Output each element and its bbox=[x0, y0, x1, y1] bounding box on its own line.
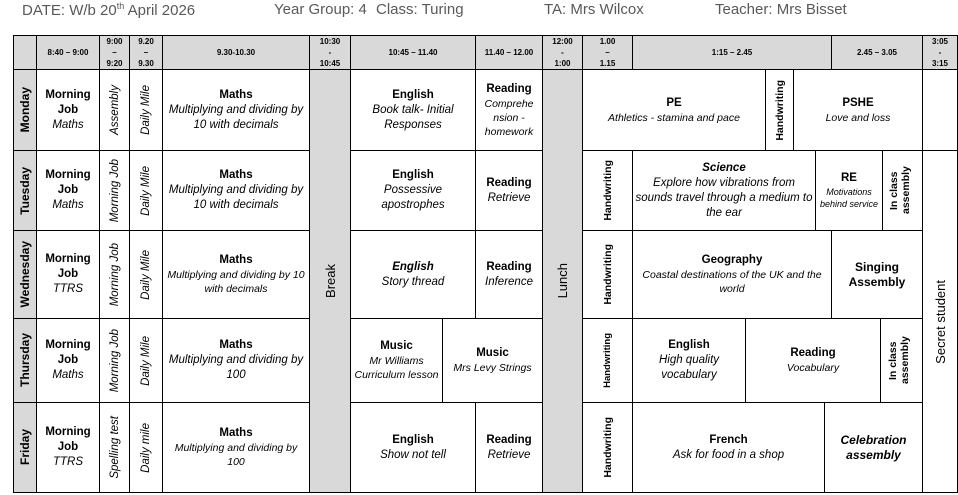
time-header-5: 10:30 - 10:45 bbox=[309, 35, 351, 70]
thursday-english-title: English bbox=[668, 339, 710, 351]
tuesday-english-title: English bbox=[392, 169, 434, 181]
friday-morning-job-sub: TTRS bbox=[52, 456, 84, 468]
tuesday-handwriting-label: Handwriting bbox=[601, 160, 614, 221]
tuesday-reading-sub: Retrieve bbox=[487, 191, 531, 204]
wednesday-singing-assembly bbox=[831, 230, 923, 319]
wednesday-maths bbox=[162, 230, 310, 319]
monday-assembly-label: Assembly bbox=[108, 85, 121, 135]
friday-celebration-assembly-label: Celebration assembly bbox=[840, 432, 907, 462]
time-header-8: 12:00 - 1:00 bbox=[542, 35, 583, 70]
day-thursday: Thursday bbox=[18, 333, 32, 388]
monday-daily-mile bbox=[129, 69, 163, 151]
year-group: Year Group: 4 bbox=[274, 1, 367, 18]
monday-english-sub: Book talk- Initial Responses bbox=[372, 103, 454, 131]
thursday-maths-sub: Multiplying and dividing by 100 bbox=[168, 354, 304, 381]
thursday-music-1-sub: Mr Williams Curriculum lesson bbox=[354, 355, 439, 381]
tuesday-morning-job-vertical bbox=[99, 150, 130, 231]
friday-reading bbox=[475, 402, 543, 493]
time-header-11: 2.45 – 3.05 bbox=[831, 35, 923, 70]
lunch-label: Lunch bbox=[555, 263, 570, 299]
wednesday-singing-assembly-label: Singing Assembly bbox=[848, 259, 906, 289]
tuesday-reading-title: Reading bbox=[486, 176, 532, 189]
time-header-6: 10:45 – 11.40 bbox=[350, 35, 476, 70]
thursday-music-2 bbox=[442, 318, 543, 403]
monday-pe-title: PE bbox=[666, 96, 682, 109]
thursday-handwriting bbox=[582, 318, 633, 403]
friday-spelling-test bbox=[99, 402, 130, 493]
monday-pshe bbox=[793, 69, 923, 151]
wednesday-reading-sub: Inference bbox=[485, 275, 533, 288]
thursday-music-1 bbox=[350, 318, 443, 403]
tuesday-morning-job bbox=[36, 150, 100, 231]
tuesday-maths bbox=[162, 150, 310, 231]
thursday-handwriting-label: Handwriting bbox=[602, 333, 613, 388]
break-cell bbox=[309, 69, 351, 493]
time-header-3: 9.20 – 9.30 bbox=[129, 35, 163, 70]
thursday-in-class-assembly bbox=[880, 318, 923, 403]
thursday-reading bbox=[745, 318, 881, 403]
wednesday-handwriting bbox=[582, 230, 633, 319]
wednesday-english-sub: Story thread bbox=[381, 275, 445, 288]
friday-english-title: English bbox=[392, 433, 434, 446]
friday-reading-title: Reading bbox=[486, 433, 532, 446]
tuesday-maths-sub: Multiplying and dividing by 10 with decimals bbox=[168, 184, 304, 211]
friday-celebration-assembly bbox=[824, 402, 923, 493]
monday-english bbox=[350, 69, 476, 151]
day-label-wednesday bbox=[13, 230, 37, 319]
monday-pe bbox=[582, 69, 766, 151]
wednesday-maths-sub: Multiplying and dividing by 10 with decimals bbox=[167, 269, 305, 295]
monday-morning-job-title: Morning Job bbox=[45, 88, 91, 116]
tuesday-re bbox=[815, 150, 883, 231]
thursday-maths-title: Maths bbox=[219, 339, 253, 351]
thursday-morning-job-title: Morning Job bbox=[45, 339, 91, 366]
friday-handwriting bbox=[582, 402, 633, 493]
time-header-2: 9:00 – 9:20 bbox=[99, 35, 130, 70]
class-name: Class: Turing bbox=[376, 1, 464, 18]
thursday-morning-job bbox=[36, 318, 100, 403]
wednesday-english-title: English bbox=[392, 260, 434, 273]
wednesday-morning-job-vertical bbox=[99, 230, 130, 319]
date-suffix: th bbox=[116, 1, 125, 11]
tuesday-morning-job-vertical-label: Morning Job bbox=[108, 158, 121, 223]
time-header-7: 11.40 – 12.00 bbox=[475, 35, 543, 70]
wednesday-morning-job-title: Morning Job bbox=[45, 253, 91, 280]
tuesday-in-class-assembly-label: In class assembly bbox=[887, 166, 912, 215]
monday-morning-job bbox=[36, 69, 100, 151]
wednesday-morning-job bbox=[36, 230, 100, 319]
tuesday-morning-job-sub: Maths bbox=[52, 199, 84, 211]
day-monday: Monday bbox=[18, 87, 32, 133]
monday-reading-title: Reading bbox=[486, 82, 532, 95]
wednesday-morning-job-vertical-label: Morning Job bbox=[108, 242, 121, 307]
wednesday-daily-mile bbox=[129, 230, 163, 319]
ta-name: TA: Mrs Wilcox bbox=[544, 1, 644, 18]
thursday-english-sub: High quality vocabulary bbox=[658, 354, 720, 381]
thursday-morning-job-sub: Maths bbox=[52, 369, 84, 381]
wednesday-maths-title: Maths bbox=[219, 254, 253, 266]
tuesday-english bbox=[350, 150, 476, 231]
friday-daily-mile-label: Daily mile bbox=[140, 422, 152, 473]
wednesday-handwriting-label: Handwriting bbox=[601, 244, 614, 305]
wednesday-morning-job-sub: TTRS bbox=[52, 283, 84, 295]
wednesday-daily-mile-label: Daily Mile bbox=[140, 249, 152, 300]
time-header-4: 9.30-10.30 bbox=[162, 35, 310, 70]
secret-student-label: Secret student bbox=[932, 279, 948, 364]
tuesday-science-sub: Explore how vibrations from sounds travel through a medium to the ear bbox=[635, 176, 813, 219]
thursday-maths bbox=[162, 318, 310, 403]
friday-maths bbox=[162, 402, 310, 493]
friday-daily-mile bbox=[129, 402, 163, 493]
monday-reading-sub: Comprehe nsion - homework bbox=[484, 97, 534, 138]
thursday-daily-mile bbox=[129, 318, 163, 403]
tuesday-daily-mile-label: Daily Mile bbox=[140, 165, 152, 216]
friday-french bbox=[632, 402, 825, 493]
corner-cell bbox=[13, 35, 37, 70]
lunch-cell bbox=[542, 69, 583, 493]
wednesday-english bbox=[350, 230, 476, 319]
friday-english-sub: Show not tell bbox=[380, 448, 446, 461]
monday-maths bbox=[162, 69, 310, 151]
date-text: DATE: W/b 20 bbox=[22, 2, 117, 19]
monday-handwriting-label: Handwriting bbox=[773, 79, 786, 141]
day-friday: Friday bbox=[18, 429, 32, 466]
day-label-monday bbox=[13, 69, 37, 151]
thursday-music-1-title: Music bbox=[380, 340, 413, 352]
thursday-music-2-title: Music bbox=[476, 347, 509, 359]
tuesday-re-title: RE bbox=[841, 172, 857, 184]
friday-maths-sub: Multiplying and dividing by 100 bbox=[174, 442, 298, 468]
wednesday-reading-title: Reading bbox=[486, 260, 532, 273]
teacher-name: Teacher: Mrs Bisset bbox=[715, 1, 847, 18]
thursday-reading-sub: Vocabulary bbox=[786, 362, 840, 374]
monday-daily-mile-label: Daily Mile bbox=[140, 85, 152, 135]
monday-pshe-sub: Love and loss bbox=[825, 111, 891, 124]
monday-morning-job-sub: Maths bbox=[52, 118, 84, 131]
tuesday-english-sub: Possessive apostrophes bbox=[381, 184, 445, 211]
friday-reading-sub: Retrieve bbox=[487, 448, 531, 461]
monday-english-title: English bbox=[392, 88, 434, 101]
tuesday-science-title: Science bbox=[702, 161, 746, 174]
tuesday-maths-title: Maths bbox=[219, 169, 253, 181]
thursday-daily-mile-label: Daily Mile bbox=[140, 335, 152, 386]
day-wednesday: Wednesday bbox=[18, 241, 32, 308]
monday-handwriting bbox=[765, 69, 794, 151]
thursday-english bbox=[632, 318, 746, 403]
monday-maths-sub: Multiplying and dividing by 10 with decimals bbox=[168, 103, 304, 131]
time-header-10: 1:15 – 2.45 bbox=[632, 35, 832, 70]
thursday-in-class-assembly-label: In class assembly bbox=[886, 336, 911, 385]
monday-maths-title: Maths bbox=[219, 88, 253, 101]
thursday-music-2-sub: Mrs Levy Strings bbox=[453, 362, 532, 374]
friday-handwriting-label: Handwriting bbox=[601, 417, 614, 478]
friday-morning-job-title: Morning Job bbox=[45, 426, 91, 453]
wednesday-geography-title: Geography bbox=[701, 254, 763, 266]
thursday-morning-job-vertical-label: Morning Job bbox=[108, 328, 121, 393]
friday-french-title: French bbox=[709, 433, 748, 446]
thursday-reading-title: Reading bbox=[790, 347, 836, 359]
friday-maths-title: Maths bbox=[219, 427, 253, 439]
monday-pshe-title: PSHE bbox=[842, 96, 874, 109]
monday-reading bbox=[475, 69, 543, 151]
friday-spelling-test-label: Spelling test bbox=[108, 416, 121, 479]
tuesday-in-class-assembly bbox=[882, 150, 923, 231]
monday-empty-cell bbox=[922, 69, 958, 151]
break-label: Break bbox=[322, 264, 338, 298]
friday-morning-job bbox=[36, 402, 100, 493]
time-header-1: 8:40 – 9:00 bbox=[36, 35, 100, 70]
day-label-thursday bbox=[13, 318, 37, 403]
monday-assembly bbox=[99, 69, 130, 151]
secret-student-cell bbox=[922, 150, 958, 493]
thursday-morning-job-vertical bbox=[99, 318, 130, 403]
tuesday-morning-job-title: Morning Job bbox=[45, 169, 91, 196]
tuesday-reading bbox=[475, 150, 543, 231]
friday-french-sub: Ask for food in a shop bbox=[672, 448, 785, 461]
date-rest: April 2026 bbox=[124, 2, 196, 19]
tuesday-handwriting bbox=[582, 150, 633, 231]
tuesday-re-sub: Motivations behind service bbox=[819, 187, 879, 209]
wednesday-geography-sub: Coastal destinations of the UK and the world bbox=[642, 269, 822, 295]
day-tuesday: Tuesday bbox=[18, 166, 32, 215]
time-header-12: 3:05 - 3:15 bbox=[922, 35, 958, 70]
wednesday-geography bbox=[632, 230, 832, 319]
day-label-friday bbox=[13, 402, 37, 493]
friday-english bbox=[350, 402, 476, 493]
time-header-9: 1.00 – 1.15 bbox=[582, 35, 633, 70]
monday-pe-sub: Athletics - stamina and pace bbox=[608, 111, 740, 124]
tuesday-science bbox=[632, 150, 816, 231]
day-label-tuesday bbox=[13, 150, 37, 231]
tuesday-daily-mile bbox=[129, 150, 163, 231]
wednesday-reading bbox=[475, 230, 543, 319]
